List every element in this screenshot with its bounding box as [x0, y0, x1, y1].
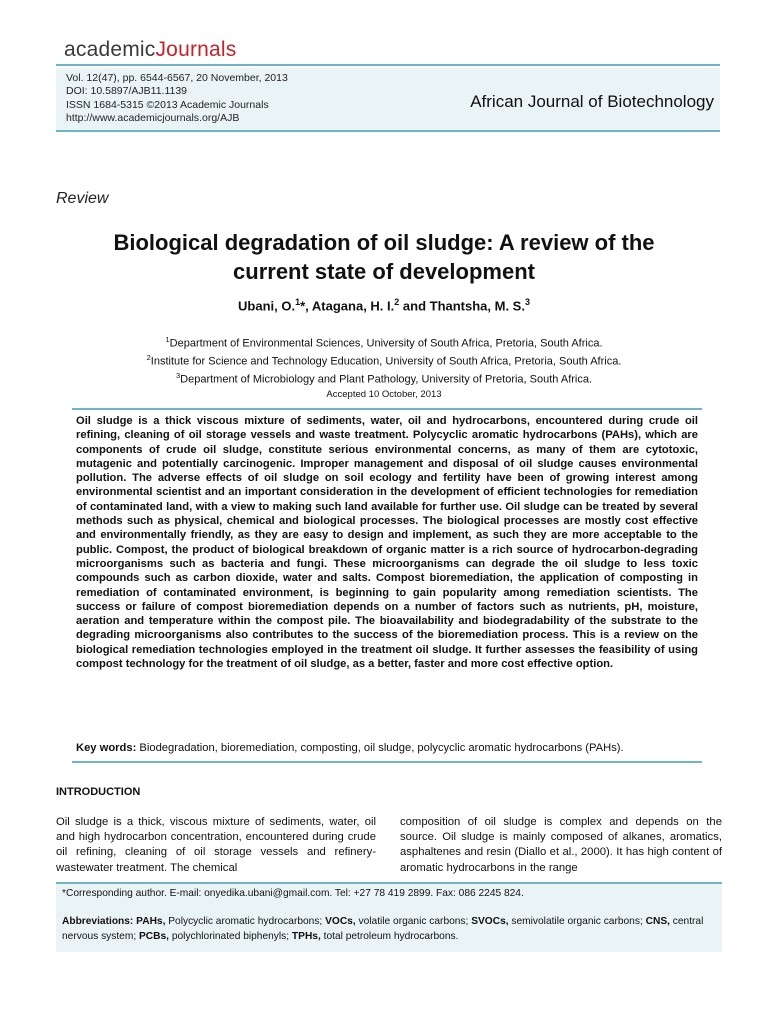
author-affil-marker: 3	[524, 297, 530, 307]
author-list	[56, 297, 712, 313]
brand-part2: Journals	[155, 38, 237, 61]
keywords	[76, 742, 706, 754]
header-rule	[56, 64, 720, 66]
title-line: current state of development	[233, 259, 535, 284]
author-separator: *,	[300, 298, 312, 314]
body-text-right-column: composition of oil sludge is complex and depends on the source. Oil sludge is mainly composed of alkanes, aromatics, asphaltenes and resin (Diallo et al., 2000). It has high content of aromatic hydrocarbons in the range	[400, 816, 722, 874]
abstract-rule-bottom	[72, 761, 702, 763]
abstract-text: Oil sludge is a thick viscous mixture of sediments, water, oil and hydrocarbons, encountered during crude oil refining, cleaning of oil storage vessels and waste treatment. Polycyclic aromatic hydrocarbons (PAHs), which are components of crude oil sludge, constitute serious environmental concerns, as many of them are cytotoxic, mutagenic and potentially carcinogenic. Improper management and disposal of oil sludge causes environmental pollution. The adverse effects of oil sludge on soil ecology and fertility have been of growing interest among environmental scientist and an important consideration in the development of efficient technologies for remediation of contaminated land, with a view to making such land available for further use. Oil sludge can be treated by several methods such as physical, chemical and biological processes. The biological processes are mostly cost effective and environmentally friendly, as they are easy to design and implement, as such they are more acceptable to the public. Compost, the product of biological breakdown of organic matter is a rich source of hydrocarbon-degrading microorganisms such as bacteria and fungi. These microorganisms can degrade the oil sludge to less toxic compounds such as carbon dioxide, water and salts. Compost bioremediation, the application of composting in remediation of contaminated environment, is beginning to gain popularity among remediation scientists. The success or failure of compost bioremediation depends on a number of factors such as nutrients, pH, moisture, aeration and temperature within the compost pile. The bioavailability and biodegradability of the substrate to the degrading microorganisms also contributes to the success of the bioremediation process. This is a review on the biological remediation technologies employed in the treatment oil sludge. It further assesses the feasibility of using compost technology for the treatment of oil sludge, as a better, faster and more cost effective option.	[76, 415, 698, 671]
author-affil-marker: 2	[394, 297, 400, 307]
abbreviations-label: Abbreviations:	[62, 916, 134, 927]
body-text-left-column: Oil sludge is a thick, viscous mixture of sediments, water, oil and high hydrocarbon concentration, encountered during crude oil refining, cleaning of oil storage vessels and refinery-wastewater treatment. The chemical	[56, 816, 376, 874]
abbr-term: VOCs,	[325, 916, 356, 927]
abbr-definition: polychlorinated biphenyls;	[169, 930, 292, 942]
abbr-term: TPHs,	[291, 930, 321, 942]
author-name: Thantsha, M. S.	[429, 298, 525, 314]
author-name: Atagana, H. I.	[311, 298, 395, 314]
section-label: Review	[56, 190, 109, 207]
abbr-term: PAHs,	[136, 916, 166, 927]
affiliation	[56, 351, 712, 369]
section-heading: INTRODUCTION	[56, 786, 141, 798]
brand-part1: academic	[64, 38, 156, 61]
abbr-definition: central nervous system;	[62, 916, 704, 942]
affil-text: Department of Microbiology and Plant Pathology, University of Pretoria, South Africa.	[180, 373, 593, 386]
author-affil-marker: 1	[295, 297, 301, 307]
affiliation	[56, 333, 712, 351]
article-metadata	[66, 72, 288, 126]
author-name: Ubani, O.	[238, 298, 296, 314]
abbr-term: CNS,	[645, 916, 670, 927]
title-line: Biological degradation of oil sludge: A review of the	[113, 230, 655, 255]
abbr-definition: Polycyclic aromatic hydrocarbons;	[165, 916, 326, 927]
abstract-rule-top	[72, 408, 702, 410]
abbr-term: SVOCs,	[471, 916, 509, 927]
journal-url-link[interactable]: http://www.academicjournals.org/AJB	[66, 112, 240, 125]
affil-marker: 1	[165, 335, 170, 344]
article-title	[56, 228, 712, 286]
doi-line: DOI: 10.5897/AJB11.1139	[66, 85, 188, 98]
keywords-list: Biodegradation, bioremediation, composting, oil sludge, polycyclic aromatic hydrocarbons (PAHs).	[136, 742, 624, 754]
corresponding-author-note: *Corresponding author. E-mail: onyedika.ubani@gmail.com. Tel: +27 78 419 2899. Fax: 086 2245 824.	[62, 888, 524, 899]
affil-marker: 3	[175, 371, 181, 381]
affiliation	[56, 369, 712, 387]
journal-name: African Journal of Biotechnology	[470, 92, 714, 111]
abbreviations-note	[62, 915, 718, 944]
abbr-definition: semivolatile organic carbons;	[508, 916, 646, 927]
volume-line: Vol. 12(47), pp. 6544-6567, 20 November, 2013	[66, 72, 288, 84]
abbr-definition: total petroleum hydrocarbons.	[320, 930, 459, 942]
publisher-logo	[64, 38, 236, 62]
abbr-term: PCBs,	[139, 930, 170, 942]
affil-text: Institute for Science and Technology Education, University of South Africa, Pretoria, South Africa.	[150, 355, 622, 368]
abbr-definition: volatile organic carbons;	[355, 916, 472, 927]
issn-line: ISSN 1684-5315 ©2013 Academic Journals	[66, 98, 269, 111]
accepted-date: Accepted 10 October, 2013	[326, 389, 442, 400]
affil-marker: 2	[146, 353, 151, 363]
affil-text: Department of Environmental Sciences, University of South Africa, Pretoria, South Africa.	[169, 337, 603, 350]
author-separator: and	[399, 298, 430, 314]
affiliations	[56, 333, 712, 387]
keywords-label: Key words:	[76, 742, 137, 754]
